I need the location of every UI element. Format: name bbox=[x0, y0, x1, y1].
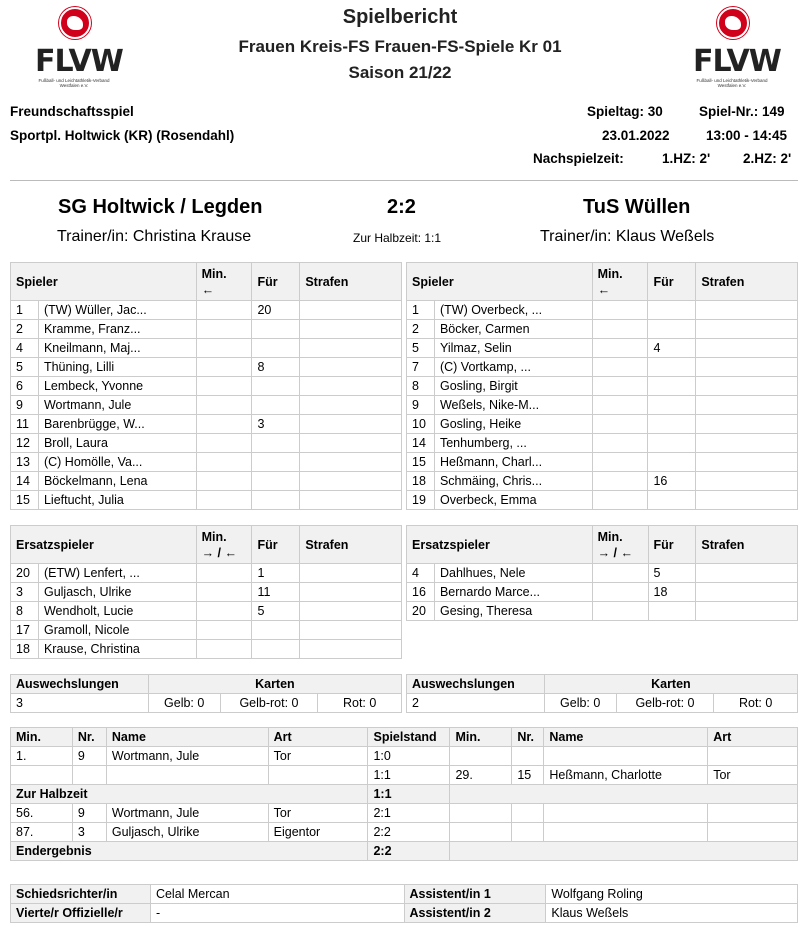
player-strafen bbox=[300, 377, 402, 396]
player-strafen bbox=[696, 396, 798, 415]
logo-word: FLVW bbox=[35, 44, 123, 79]
player-number: 3 bbox=[11, 583, 39, 602]
player-strafen bbox=[300, 621, 402, 640]
arrow-inout-icon: → / ← bbox=[201, 545, 237, 560]
final-label: Endergebnis bbox=[11, 842, 368, 861]
divider bbox=[10, 180, 798, 181]
schiedsrichter-value: Celal Mercan bbox=[150, 885, 404, 904]
player-fuer bbox=[252, 640, 300, 659]
col-fuer: Für bbox=[252, 526, 300, 564]
player-fuer bbox=[252, 491, 300, 510]
player-name: Kramme, Franz... bbox=[38, 320, 196, 339]
player-number: 14 bbox=[11, 472, 39, 491]
player-fuer bbox=[648, 415, 696, 434]
player-name: (ETW) Lenfert, ... bbox=[38, 564, 196, 583]
col-fuer: Für bbox=[648, 526, 696, 564]
player-row bbox=[11, 320, 402, 339]
player-name: Bernardo Marce... bbox=[434, 583, 592, 602]
player-strafen bbox=[300, 358, 402, 377]
player-strafen bbox=[696, 583, 798, 602]
player-name: Guljasch, Ulrike bbox=[38, 583, 196, 602]
arrow-inout-icon: → / ← bbox=[597, 545, 633, 560]
player-fuer bbox=[648, 434, 696, 453]
player-number: 1 bbox=[407, 301, 435, 320]
player-strafen bbox=[696, 453, 798, 472]
gelbrot-count: Gelb-rot: 0 bbox=[220, 694, 318, 713]
player-number: 9 bbox=[407, 396, 435, 415]
player-row bbox=[407, 434, 798, 453]
player-fuer bbox=[648, 602, 696, 621]
player-number: 10 bbox=[407, 415, 435, 434]
league-title: Frauen Kreis-FS Frauen-FS-Spiele Kr 01 bbox=[238, 37, 562, 56]
away-players-table bbox=[406, 262, 798, 510]
goal-row: 56. 9 Wortmann, Jule Tor 2:1 bbox=[11, 804, 798, 823]
spiel-nr: Spiel-Nr.: 149 bbox=[699, 104, 785, 119]
player-min bbox=[592, 491, 648, 510]
player-name: (C) Vortkamp, ... bbox=[434, 358, 592, 377]
player-number: 2 bbox=[11, 320, 39, 339]
player-fuer bbox=[252, 453, 300, 472]
col-min: Min. ← bbox=[592, 263, 648, 301]
player-name: Lieftucht, Julia bbox=[38, 491, 196, 510]
col-nr: Nr. bbox=[72, 728, 106, 747]
player-row bbox=[11, 396, 402, 415]
schiedsrichter-label: Schiedsrichter/in bbox=[11, 885, 151, 904]
player-number: 4 bbox=[11, 339, 39, 358]
player-row bbox=[407, 301, 798, 320]
player-strafen bbox=[300, 640, 402, 659]
player-strafen bbox=[696, 472, 798, 491]
nachspielzeit-label: Nachspielzeit: bbox=[533, 151, 624, 166]
player-strafen bbox=[300, 301, 402, 320]
player-number: 20 bbox=[407, 602, 435, 621]
col-art: Art bbox=[268, 728, 368, 747]
player-number: 19 bbox=[407, 491, 435, 510]
player-strafen bbox=[696, 358, 798, 377]
col-nr: Nr. bbox=[512, 728, 544, 747]
col-name: Name bbox=[106, 728, 268, 747]
player-fuer: 4 bbox=[648, 339, 696, 358]
player-min bbox=[592, 564, 648, 583]
player-strafen bbox=[300, 415, 402, 434]
player-min bbox=[196, 640, 252, 659]
player-fuer bbox=[252, 377, 300, 396]
player-number: 17 bbox=[11, 621, 39, 640]
home-cards-table bbox=[10, 674, 402, 713]
player-number: 1 bbox=[11, 301, 39, 320]
arrow-left-icon: ← bbox=[201, 282, 215, 297]
player-min bbox=[196, 564, 252, 583]
player-name: Böcker, Carmen bbox=[434, 320, 592, 339]
col-auswechslungen: Auswechslungen bbox=[407, 675, 545, 694]
player-fuer: 5 bbox=[648, 564, 696, 583]
player-fuer bbox=[252, 339, 300, 358]
player-name: Gosling, Heike bbox=[434, 415, 592, 434]
player-min bbox=[592, 453, 648, 472]
player-row bbox=[11, 640, 402, 659]
player-min bbox=[196, 415, 252, 434]
player-number: 13 bbox=[11, 453, 39, 472]
player-strafen bbox=[696, 564, 798, 583]
player-row bbox=[11, 453, 402, 472]
player-strafen bbox=[696, 339, 798, 358]
player-number: 14 bbox=[407, 434, 435, 453]
player-name: Böckelmann, Lena bbox=[38, 472, 196, 491]
player-min bbox=[196, 358, 252, 377]
player-number: 15 bbox=[11, 491, 39, 510]
assistent2-value: Klaus Weßels bbox=[546, 904, 798, 923]
col-strafen: Strafen bbox=[696, 526, 798, 564]
player-number: 2 bbox=[407, 320, 435, 339]
home-trainer: Trainer/in: Christina Krause bbox=[57, 228, 252, 245]
player-number: 5 bbox=[407, 339, 435, 358]
player-row bbox=[407, 339, 798, 358]
vierte-value: - bbox=[150, 904, 404, 923]
col-spielstand: Spielstand bbox=[368, 728, 450, 747]
player-strafen bbox=[300, 472, 402, 491]
player-strafen bbox=[300, 339, 402, 358]
away-subs-table bbox=[406, 525, 798, 621]
player-min bbox=[592, 320, 648, 339]
home-subs-table bbox=[10, 525, 402, 659]
player-min bbox=[592, 415, 648, 434]
player-row bbox=[11, 339, 402, 358]
match-type: Freundschaftsspiel bbox=[10, 104, 134, 119]
player-min bbox=[196, 583, 252, 602]
match-date: 23.01.2022 bbox=[602, 128, 670, 143]
col-art: Art bbox=[708, 728, 798, 747]
player-number: 5 bbox=[11, 358, 39, 377]
auswechslungen-count: 3 bbox=[11, 694, 149, 713]
away-trainer: Trainer/in: Klaus Weßels bbox=[540, 228, 715, 245]
auswechslungen-count: 2 bbox=[407, 694, 545, 713]
player-fuer: 20 bbox=[252, 301, 300, 320]
col-spieler: Spieler bbox=[407, 263, 593, 301]
player-min bbox=[196, 434, 252, 453]
col-min: Min. bbox=[11, 728, 73, 747]
player-row bbox=[11, 564, 402, 583]
player-fuer bbox=[648, 396, 696, 415]
player-name: Gesing, Theresa bbox=[434, 602, 592, 621]
player-row bbox=[11, 377, 402, 396]
player-strafen bbox=[696, 602, 798, 621]
player-row bbox=[11, 301, 402, 320]
halftime-label: Zur Halbzeit bbox=[11, 785, 368, 804]
col-min: Min. bbox=[450, 728, 512, 747]
player-row bbox=[11, 621, 402, 640]
player-row bbox=[11, 472, 402, 491]
away-team-name: TuS Wüllen bbox=[583, 196, 691, 218]
player-min bbox=[196, 621, 252, 640]
final-stand: 2:2 bbox=[368, 842, 450, 861]
player-name: Barenbrügge, W... bbox=[38, 415, 196, 434]
player-row bbox=[407, 602, 798, 621]
halftime-score: Zur Halbzeit: 1:1 bbox=[353, 231, 442, 245]
player-number: 16 bbox=[407, 583, 435, 602]
player-row bbox=[407, 472, 798, 491]
player-fuer: 11 bbox=[252, 583, 300, 602]
col-min: Min. ← bbox=[196, 263, 252, 301]
col-auswechslungen: Auswechslungen bbox=[11, 675, 149, 694]
player-row bbox=[407, 453, 798, 472]
match-time: 13:00 - 14:45 bbox=[706, 128, 788, 143]
player-strafen bbox=[300, 491, 402, 510]
player-name: Gramoll, Nicole bbox=[38, 621, 196, 640]
player-number: 12 bbox=[11, 434, 39, 453]
player-name: Weßels, Nike-M... bbox=[434, 396, 592, 415]
player-fuer bbox=[648, 301, 696, 320]
player-fuer bbox=[648, 377, 696, 396]
player-fuer bbox=[252, 320, 300, 339]
player-name: (TW) Wüller, Jac... bbox=[38, 301, 196, 320]
player-number: 8 bbox=[11, 602, 39, 621]
player-min bbox=[592, 472, 648, 491]
col-name: Name bbox=[544, 728, 708, 747]
player-number: 9 bbox=[11, 396, 39, 415]
col-min: Min. → / ← bbox=[592, 526, 648, 564]
player-min bbox=[196, 320, 252, 339]
player-fuer: 8 bbox=[252, 358, 300, 377]
col-min: Min. → / ← bbox=[196, 526, 252, 564]
player-name: Yilmaz, Selin bbox=[434, 339, 592, 358]
player-min bbox=[592, 602, 648, 621]
player-number: 18 bbox=[407, 472, 435, 491]
player-strafen bbox=[696, 434, 798, 453]
player-fuer bbox=[648, 320, 696, 339]
col-fuer: Für bbox=[252, 263, 300, 301]
player-name: Heßmann, Charl... bbox=[434, 453, 592, 472]
hz1-time: 1.HZ: 2' bbox=[662, 151, 711, 166]
col-ersatz: Ersatzspieler bbox=[11, 526, 197, 564]
player-strafen bbox=[300, 320, 402, 339]
col-strafen: Strafen bbox=[300, 263, 402, 301]
col-karten: Karten bbox=[544, 675, 797, 694]
player-min bbox=[592, 396, 648, 415]
player-name: (C) Homölle, Va... bbox=[38, 453, 196, 472]
rot-count: Rot: 0 bbox=[318, 694, 402, 713]
player-name: Overbeck, Emma bbox=[434, 491, 592, 510]
player-row bbox=[11, 415, 402, 434]
player-row bbox=[407, 564, 798, 583]
player-fuer: 3 bbox=[252, 415, 300, 434]
player-min bbox=[592, 301, 648, 320]
player-name: Gosling, Birgit bbox=[434, 377, 592, 396]
goal-row: 1. 9 Wortmann, Jule Tor 1:0 bbox=[11, 747, 798, 766]
player-number: 8 bbox=[407, 377, 435, 396]
player-fuer bbox=[252, 396, 300, 415]
player-strafen bbox=[696, 301, 798, 320]
player-name: Broll, Laura bbox=[38, 434, 196, 453]
halftime-stand: 1:1 bbox=[368, 785, 450, 804]
arrow-left-icon: ← bbox=[597, 282, 611, 297]
player-row bbox=[407, 320, 798, 339]
logo-subtext: Fußball- und Leichtathletik-Verband Westfalen e.V. bbox=[696, 78, 768, 88]
player-fuer bbox=[252, 621, 300, 640]
spieltag: Spieltag: 30 bbox=[587, 104, 663, 119]
player-min bbox=[196, 339, 252, 358]
goals-table bbox=[10, 727, 798, 861]
col-spieler: Spieler bbox=[11, 263, 197, 301]
away-cards-table bbox=[406, 674, 798, 713]
player-strafen bbox=[300, 453, 402, 472]
player-fuer bbox=[648, 358, 696, 377]
player-name: Lembeck, Yvonne bbox=[38, 377, 196, 396]
player-strafen bbox=[300, 434, 402, 453]
col-ersatz: Ersatzspieler bbox=[407, 526, 593, 564]
player-min bbox=[592, 434, 648, 453]
player-name: Dahlhues, Nele bbox=[434, 564, 592, 583]
final-row bbox=[11, 842, 798, 861]
player-number: 11 bbox=[11, 415, 39, 434]
player-name: Schmäing, Chris... bbox=[434, 472, 592, 491]
player-number: 15 bbox=[407, 453, 435, 472]
player-name: Tenhumberg, ... bbox=[434, 434, 592, 453]
player-name: (TW) Overbeck, ... bbox=[434, 301, 592, 320]
gelb-count: Gelb: 0 bbox=[544, 694, 616, 713]
player-strafen bbox=[696, 377, 798, 396]
player-fuer bbox=[648, 453, 696, 472]
player-min bbox=[196, 491, 252, 510]
home-team-name: SG Holtwick / Legden bbox=[58, 196, 263, 218]
player-number: 6 bbox=[11, 377, 39, 396]
player-row bbox=[407, 377, 798, 396]
report-title: Spielbericht bbox=[342, 6, 458, 28]
logo-subtext: Fußball- und Leichtathletik-Verband Westfalen e.V. bbox=[38, 78, 110, 88]
goal-row: 1:1 29. 15 Heßmann, Charlotte Tor bbox=[11, 766, 798, 785]
player-strafen bbox=[300, 602, 402, 621]
goal-row: 87. 3 Guljasch, Ulrike Eigentor 2:2 bbox=[11, 823, 798, 842]
logo-word: FLVW bbox=[693, 44, 781, 79]
gelbrot-count: Gelb-rot: 0 bbox=[616, 694, 714, 713]
player-strafen bbox=[696, 491, 798, 510]
player-fuer bbox=[252, 472, 300, 491]
col-strafen: Strafen bbox=[696, 263, 798, 301]
player-min bbox=[592, 358, 648, 377]
assistent1-label: Assistent/in 1 bbox=[404, 885, 546, 904]
assistent1-value: Wolfgang Roling bbox=[546, 885, 798, 904]
player-min bbox=[592, 583, 648, 602]
player-row bbox=[11, 358, 402, 377]
player-min bbox=[196, 301, 252, 320]
player-row bbox=[11, 583, 402, 602]
player-min bbox=[592, 377, 648, 396]
hz2-time: 2.HZ: 2' bbox=[743, 151, 792, 166]
col-fuer: Für bbox=[648, 263, 696, 301]
player-row bbox=[11, 602, 402, 621]
player-fuer bbox=[252, 434, 300, 453]
player-name: Krause, Christina bbox=[38, 640, 196, 659]
assistent2-label: Assistent/in 2 bbox=[404, 904, 546, 923]
player-row bbox=[407, 583, 798, 602]
player-number: 18 bbox=[11, 640, 39, 659]
player-number: 7 bbox=[407, 358, 435, 377]
rot-count: Rot: 0 bbox=[714, 694, 798, 713]
player-min bbox=[196, 602, 252, 621]
officials-table bbox=[10, 884, 798, 923]
player-min bbox=[196, 396, 252, 415]
player-strafen bbox=[696, 415, 798, 434]
final-score: 2:2 bbox=[387, 196, 416, 218]
player-row bbox=[407, 491, 798, 510]
player-min bbox=[196, 472, 252, 491]
player-name: Thüning, Lilli bbox=[38, 358, 196, 377]
player-strafen bbox=[696, 320, 798, 339]
player-fuer bbox=[648, 491, 696, 510]
player-strafen bbox=[300, 396, 402, 415]
player-row bbox=[407, 415, 798, 434]
player-min bbox=[592, 339, 648, 358]
player-fuer: 5 bbox=[252, 602, 300, 621]
player-number: 4 bbox=[407, 564, 435, 583]
halftime-row bbox=[11, 785, 798, 804]
player-name: Wendholt, Lucie bbox=[38, 602, 196, 621]
player-fuer: 18 bbox=[648, 583, 696, 602]
home-players-table bbox=[10, 262, 402, 510]
player-name: Kneilmann, Maj... bbox=[38, 339, 196, 358]
player-name: Wortmann, Jule bbox=[38, 396, 196, 415]
match-venue: Sportpl. Holtwick (KR) (Rosendahl) bbox=[10, 128, 235, 143]
player-min bbox=[196, 453, 252, 472]
col-strafen: Strafen bbox=[300, 526, 402, 564]
player-min bbox=[196, 377, 252, 396]
season-title: Saison 21/22 bbox=[348, 63, 452, 82]
player-row bbox=[11, 491, 402, 510]
gelb-count: Gelb: 0 bbox=[148, 694, 220, 713]
vierte-label: Vierte/r Offizielle/r bbox=[11, 904, 151, 923]
player-row bbox=[407, 358, 798, 377]
player-fuer: 1 bbox=[252, 564, 300, 583]
col-karten: Karten bbox=[148, 675, 401, 694]
player-row bbox=[407, 396, 798, 415]
player-number: 20 bbox=[11, 564, 39, 583]
player-strafen bbox=[300, 583, 402, 602]
player-row bbox=[11, 434, 402, 453]
player-fuer: 16 bbox=[648, 472, 696, 491]
player-strafen bbox=[300, 564, 402, 583]
